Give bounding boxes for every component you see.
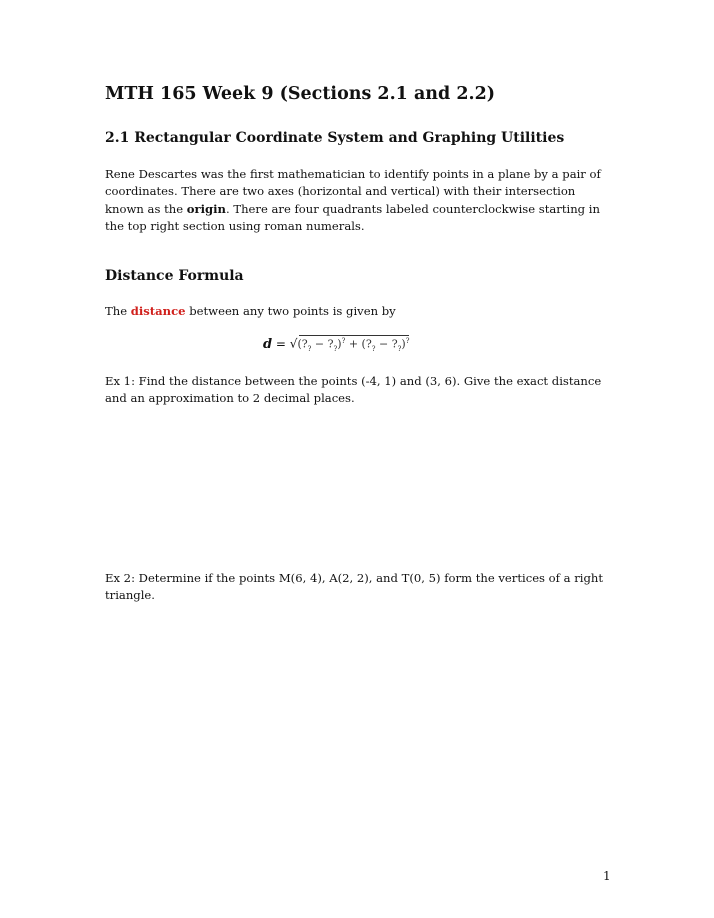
distance-intro-start: The: [105, 304, 131, 318]
distance-term: distance: [130, 304, 186, 318]
radicand-exponent: ?: [405, 337, 410, 345]
formula-variable: d: [263, 336, 273, 352]
radicand-exponent: ?: [341, 337, 346, 345]
intro-text-end: . There are four quadrants labeled counterclockwise starting in the top right section using roman numerals.: [105, 201, 600, 233]
intro-paragraph: [105, 166, 615, 235]
radicand-part: ): [401, 337, 406, 351]
formula-radical: [290, 334, 410, 353]
formula-equals: =: [272, 336, 290, 351]
section-heading-2-1: 2.1 Rectangular Coordinate System and Graphing Utilities: [105, 130, 565, 146]
radicand-subscript: ?: [333, 344, 338, 353]
radicand-part: ): [337, 337, 342, 351]
distance-intro-end: between any two points is given by: [185, 304, 396, 318]
radicand-part: − ?: [311, 337, 334, 351]
intro-text-start: Rene Descartes was the first mathematician to identify points in a plane by a pair of coordinates. There are two axes (horizontal and vertical) with their intersection known as the: [105, 167, 601, 216]
section-heading-distance: Distance Formula: [105, 268, 244, 284]
radical-sign: √: [289, 336, 298, 351]
distance-formula: [263, 334, 409, 353]
example-2: Ex 2: Determine if the points M(6, 4), A(2, 2), and T(0, 5) form the vertices of a right triangle.: [105, 571, 604, 603]
radicand-subscript: ?: [397, 344, 402, 353]
radicand-part: − ?: [375, 337, 398, 351]
distance-intro: [105, 303, 615, 320]
radicand-subscript: ?: [371, 344, 376, 353]
formula-radicand: [297, 334, 409, 353]
radicand-part: + (?: [345, 337, 372, 351]
radical-overline: [299, 335, 410, 336]
radicand-subscript: ?: [307, 344, 312, 353]
example-1: Ex 1: Find the distance between the points (-4, 1) and (3, 6). Give the exact distance and an approximation to 2 decimal places.: [105, 374, 602, 406]
origin-term: origin: [186, 201, 226, 216]
page-title: MTH 165 Week 9 (Sections 2.1 and 2.2): [105, 84, 496, 104]
page-number: 1: [603, 869, 611, 883]
radicand-part: (?: [297, 337, 308, 351]
